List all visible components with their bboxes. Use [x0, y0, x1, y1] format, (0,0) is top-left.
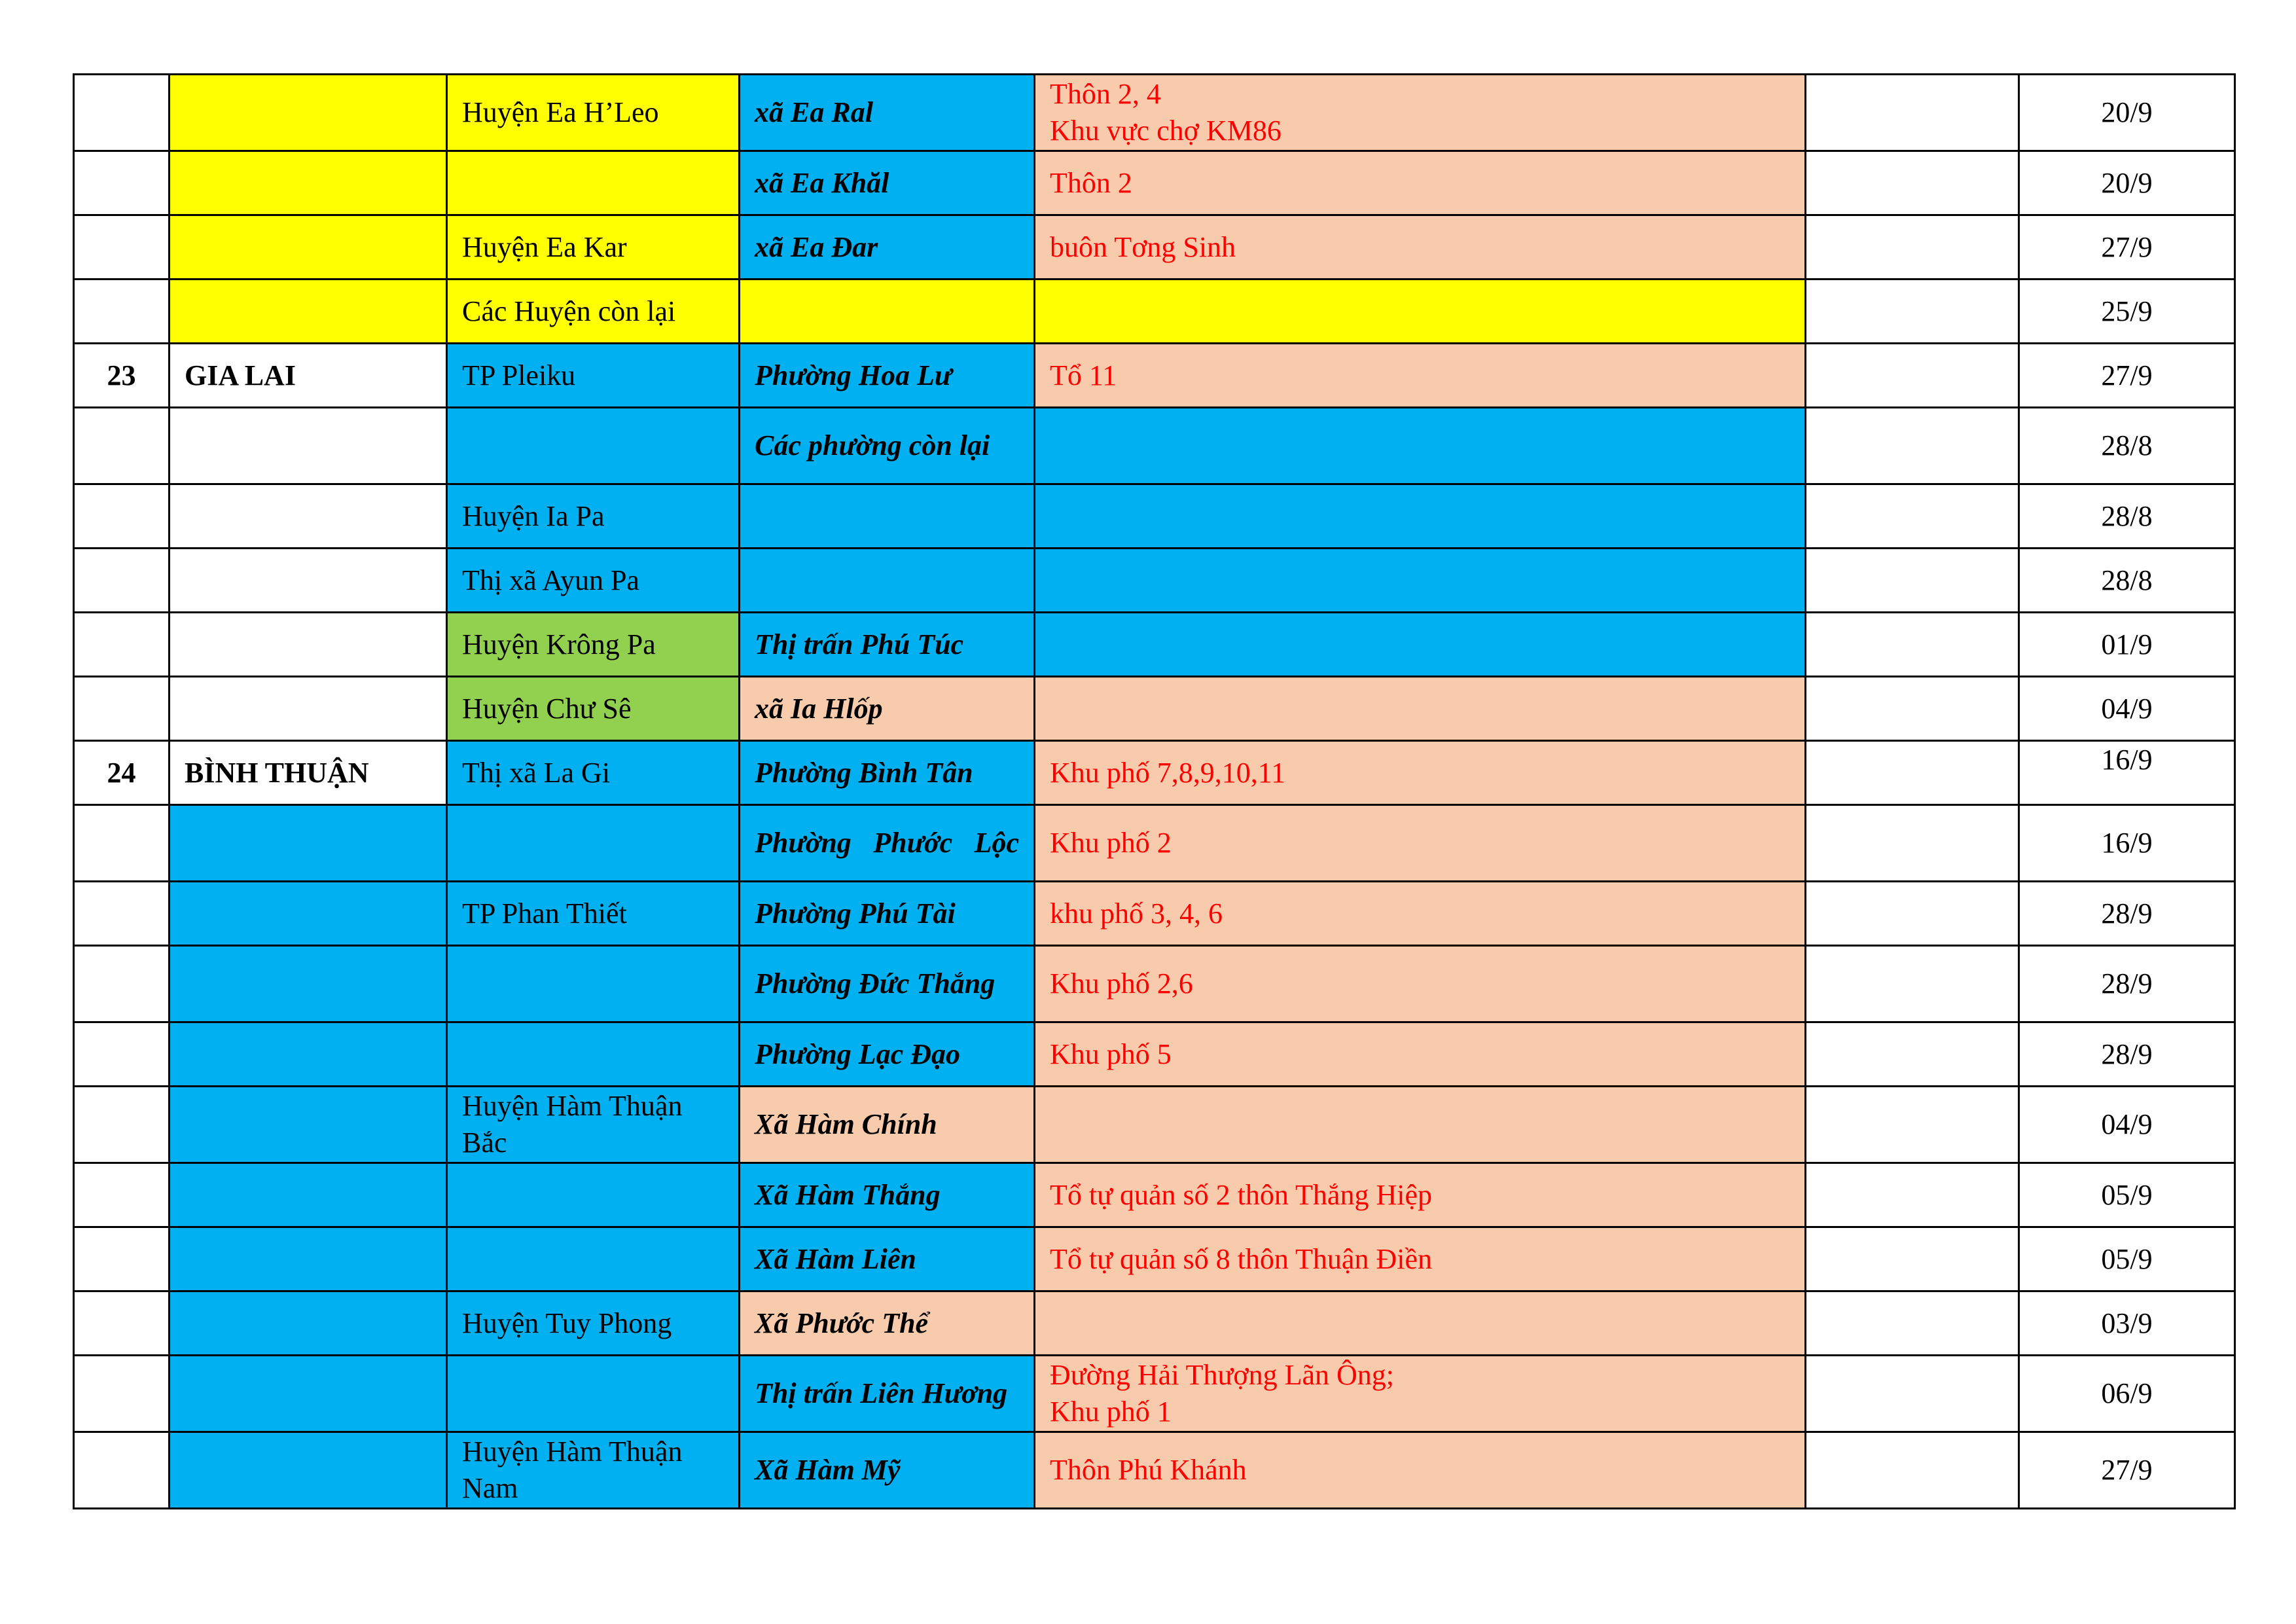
province-cell [170, 1291, 447, 1356]
area-cell: khu phố 3, 4, 6 [1035, 882, 1806, 946]
area-cell: Khu phố 2,6 [1035, 946, 1806, 1022]
province-cell [170, 549, 447, 613]
table-row [74, 1356, 2235, 1432]
date-cell: 28/8 [2019, 549, 2235, 613]
province-cell [170, 280, 447, 344]
date-cell: 28/8 [2019, 484, 2235, 549]
empty-cell [1806, 344, 2019, 408]
empty-cell [1806, 1022, 2019, 1087]
province-cell [170, 613, 447, 677]
empty-cell [1806, 215, 2019, 280]
commune-cell: xã Ia Hlốp [740, 677, 1035, 741]
province-cell: BÌNH THUẬN [170, 741, 447, 805]
commune-cell [740, 549, 1035, 613]
commune-cell: Các phường còn lại [740, 408, 1035, 484]
district-cell: Huyện Tuy Phong [447, 1291, 740, 1356]
district-cell: Huyện Hàm Thuận Bắc [447, 1087, 740, 1163]
table-row [74, 344, 2235, 408]
empty-cell [1806, 280, 2019, 344]
district-cell [447, 805, 740, 882]
stt-cell [74, 1163, 170, 1227]
table-body [74, 75, 2235, 1509]
date-cell: 16/9 [2019, 741, 2235, 805]
area-cell: Khu phố 2 [1035, 805, 1806, 882]
stt-cell [74, 1022, 170, 1087]
date-cell: 28/9 [2019, 1022, 2235, 1087]
empty-cell [1806, 1087, 2019, 1163]
province-cell [170, 805, 447, 882]
empty-cell [1806, 75, 2019, 151]
commune-cell: Xã Hàm Mỹ [740, 1432, 1035, 1509]
table-row [74, 805, 2235, 882]
empty-cell [1806, 805, 2019, 882]
province-cell [170, 1227, 447, 1291]
area-cell: Thôn 2 [1035, 151, 1806, 215]
district-cell [447, 408, 740, 484]
commune-cell: xã Ea Khăl [740, 151, 1035, 215]
table-row [74, 1022, 2235, 1087]
date-cell: 27/9 [2019, 344, 2235, 408]
area-cell [1035, 408, 1806, 484]
table-row [74, 75, 2235, 151]
table-row [74, 1163, 2235, 1227]
table-row [74, 215, 2235, 280]
stt-cell [74, 1356, 170, 1432]
district-cell [447, 1356, 740, 1432]
area-cell: Đường Hải Thượng Lãn Ông; Khu phố 1 [1035, 1356, 1806, 1432]
commune-cell: Xã Phước Thể [740, 1291, 1035, 1356]
district-cell [447, 151, 740, 215]
empty-cell [1806, 613, 2019, 677]
province-cell [170, 1432, 447, 1509]
table-row [74, 741, 2235, 805]
date-cell: 04/9 [2019, 677, 2235, 741]
table-row [74, 677, 2235, 741]
district-cell: TP Pleiku [447, 344, 740, 408]
empty-cell [1806, 1163, 2019, 1227]
stt-cell [74, 1087, 170, 1163]
date-cell: 05/9 [2019, 1163, 2235, 1227]
district-cell [447, 1163, 740, 1227]
area-cell: Tổ 11 [1035, 344, 1806, 408]
schedule-table [73, 73, 2236, 1509]
district-cell: Huyện Krông Pa [447, 613, 740, 677]
empty-cell [1806, 484, 2019, 549]
area-cell [1035, 677, 1806, 741]
stt-cell: 24 [74, 741, 170, 805]
stt-cell [74, 677, 170, 741]
area-cell [1035, 484, 1806, 549]
district-cell: Thị xã Ayun Pa [447, 549, 740, 613]
empty-cell [1806, 741, 2019, 805]
stt-cell [74, 613, 170, 677]
empty-cell [1806, 1227, 2019, 1291]
table-row [74, 484, 2235, 549]
date-cell: 27/9 [2019, 215, 2235, 280]
commune-cell: Xã Hàm Liên [740, 1227, 1035, 1291]
area-cell [1035, 549, 1806, 613]
date-cell: 06/9 [2019, 1356, 2235, 1432]
date-cell: 20/9 [2019, 151, 2235, 215]
area-cell [1035, 280, 1806, 344]
province-cell [170, 484, 447, 549]
area-cell [1035, 1291, 1806, 1356]
table-row [74, 408, 2235, 484]
province-cell [170, 75, 447, 151]
stt-cell [74, 1432, 170, 1509]
district-cell: Huyện Chư Sê [447, 677, 740, 741]
district-cell [447, 946, 740, 1022]
commune-cell: Phường Phước Lộc [740, 805, 1035, 882]
table-row [74, 151, 2235, 215]
empty-cell [1806, 1356, 2019, 1432]
commune-cell: xã Ea Đar [740, 215, 1035, 280]
empty-cell [1806, 549, 2019, 613]
date-cell: 28/9 [2019, 882, 2235, 946]
empty-cell [1806, 946, 2019, 1022]
date-cell: 04/9 [2019, 1087, 2235, 1163]
commune-cell: Thị trấn Phú Túc [740, 613, 1035, 677]
stt-cell [74, 805, 170, 882]
empty-cell [1806, 677, 2019, 741]
commune-cell: Phường Hoa Lư [740, 344, 1035, 408]
commune-cell: Xã Hàm Chính [740, 1087, 1035, 1163]
province-cell [170, 151, 447, 215]
district-cell: Huyện Ea H’Leo [447, 75, 740, 151]
commune-cell: Thị trấn Liên Hương [740, 1356, 1035, 1432]
empty-cell [1806, 1432, 2019, 1509]
commune-cell [740, 280, 1035, 344]
province-cell [170, 946, 447, 1022]
province-cell [170, 1022, 447, 1087]
commune-cell: Phường Phú Tài [740, 882, 1035, 946]
province-cell [170, 882, 447, 946]
commune-cell: Phường Lạc Đạo [740, 1022, 1035, 1087]
area-cell: Tổ tự quản số 8 thôn Thuận Điền [1035, 1227, 1806, 1291]
date-cell: 05/9 [2019, 1227, 2235, 1291]
empty-cell [1806, 1291, 2019, 1356]
date-cell: 25/9 [2019, 280, 2235, 344]
table-row [74, 1087, 2235, 1163]
district-cell [447, 1227, 740, 1291]
table-row [74, 613, 2235, 677]
commune-cell: xã Ea Ral [740, 75, 1035, 151]
empty-cell [1806, 151, 2019, 215]
stt-cell [74, 280, 170, 344]
area-cell: buôn Tơng Sinh [1035, 215, 1806, 280]
district-cell: Huyện Ea Kar [447, 215, 740, 280]
area-cell: Khu phố 7,8,9,10,11 [1035, 741, 1806, 805]
province-cell [170, 408, 447, 484]
commune-cell: Xã Hàm Thắng [740, 1163, 1035, 1227]
area-cell: Khu phố 5 [1035, 1022, 1806, 1087]
stt-cell [74, 408, 170, 484]
province-cell [170, 677, 447, 741]
table-row [74, 882, 2235, 946]
district-cell: Huyện Hàm Thuận Nam [447, 1432, 740, 1509]
date-cell: 20/9 [2019, 75, 2235, 151]
date-cell: 28/9 [2019, 946, 2235, 1022]
province-cell [170, 215, 447, 280]
area-cell: Thôn 2, 4 Khu vực chợ KM86 [1035, 75, 1806, 151]
stt-cell [74, 946, 170, 1022]
stt-cell [74, 151, 170, 215]
table-row [74, 1291, 2235, 1356]
empty-cell [1806, 882, 2019, 946]
table-row [74, 1227, 2235, 1291]
stt-cell [74, 1227, 170, 1291]
date-cell: 28/8 [2019, 408, 2235, 484]
district-cell: Các Huyện còn lại [447, 280, 740, 344]
empty-cell [1806, 408, 2019, 484]
commune-cell: Phường Đức Thắng [740, 946, 1035, 1022]
table-row [74, 549, 2235, 613]
district-cell: Thị xã La Gi [447, 741, 740, 805]
stt-cell [74, 1291, 170, 1356]
district-cell: TP Phan Thiết [447, 882, 740, 946]
stt-cell [74, 549, 170, 613]
commune-cell: Phường Bình Tân [740, 741, 1035, 805]
date-cell: 27/9 [2019, 1432, 2235, 1509]
province-cell: GIA LAI [170, 344, 447, 408]
stt-cell [74, 215, 170, 280]
date-cell: 16/9 [2019, 805, 2235, 882]
area-cell [1035, 613, 1806, 677]
stt-cell [74, 75, 170, 151]
area-cell: Tổ tự quản số 2 thôn Thắng Hiệp [1035, 1163, 1806, 1227]
area-cell: Thôn Phú Khánh [1035, 1432, 1806, 1509]
table-row [74, 280, 2235, 344]
province-cell [170, 1163, 447, 1227]
province-cell [170, 1356, 447, 1432]
district-cell: Huyện Ia Pa [447, 484, 740, 549]
stt-cell [74, 484, 170, 549]
date-cell: 01/9 [2019, 613, 2235, 677]
date-cell: 03/9 [2019, 1291, 2235, 1356]
commune-cell [740, 484, 1035, 549]
stt-cell [74, 882, 170, 946]
province-cell [170, 1087, 447, 1163]
stt-cell: 23 [74, 344, 170, 408]
district-cell [447, 1022, 740, 1087]
area-cell [1035, 1087, 1806, 1163]
table-row [74, 1432, 2235, 1509]
table-row [74, 946, 2235, 1022]
